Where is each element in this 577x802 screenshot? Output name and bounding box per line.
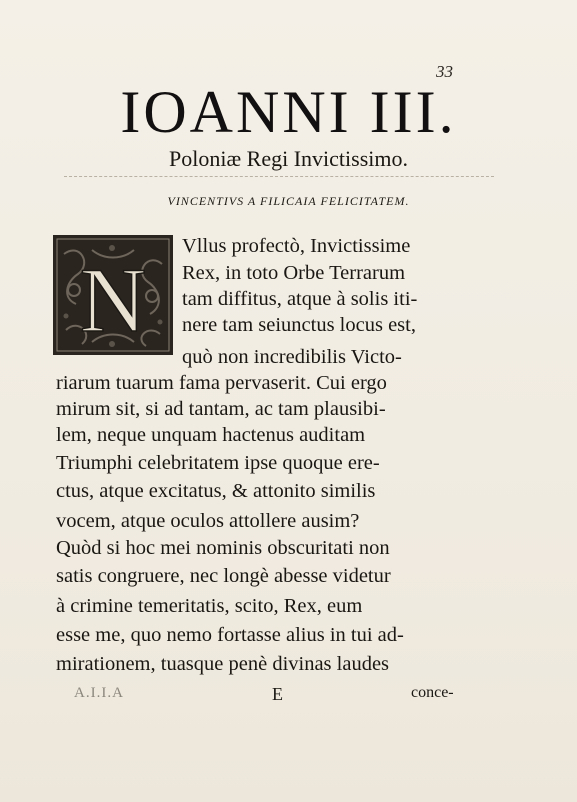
text-line: vocem, atque oculos attollere ausim? — [56, 510, 360, 532]
text-line: mirum sit, si ad tantam, ac tam plausibi- — [56, 398, 386, 420]
text-line: Rex, in toto Orbe Terrarum — [182, 262, 406, 284]
decorated-initial-n-icon — [52, 234, 174, 356]
drop-cap-letter: N — [79, 249, 147, 351]
text-line: quò non incredibilis Victo- — [182, 346, 402, 368]
text-line: riarum tuarum fama pervaserit. Cui ergo — [56, 372, 387, 394]
text-line: lem, neque unquam hactenus auditam — [56, 424, 366, 446]
text-line: tam diffitus, atque à solis iti- — [182, 288, 418, 310]
catchword: conce- — [411, 684, 454, 701]
header-rule — [64, 176, 494, 178]
text-line: mirationem, tuasque penè divinas laudes — [56, 653, 390, 675]
page-title: IOANNI III. — [120, 79, 457, 145]
gathering-letter: E — [272, 684, 283, 704]
text-line: à crimine temeritatis, scito, Rex, eum — [56, 595, 363, 617]
signature-mark: A.I.I.A — [74, 685, 124, 701]
page-subtitle: Poloniæ Regi Invictissimo. — [169, 146, 408, 171]
text-line: Vllus profectò, Invictissime — [182, 235, 411, 257]
text-line: Triumphi celebritatem ipse quoque ere- — [56, 452, 380, 474]
text-line: Quòd si hoc mei nominis obscuritati non — [56, 537, 390, 559]
text-line: nere tam seiunctus locus est, — [182, 314, 416, 336]
text-line: esse me, quo nemo fortasse alius in tui ad- — [56, 624, 404, 646]
text-line: satis congruere, nec longè abesse videtur — [56, 565, 391, 587]
page-number: 33 — [436, 62, 453, 81]
byline: VINCENTIVS A FILICAIA FELICITATEM. — [167, 194, 410, 208]
text-line: ctus, atque excitatus, & attonito similis — [56, 480, 376, 502]
